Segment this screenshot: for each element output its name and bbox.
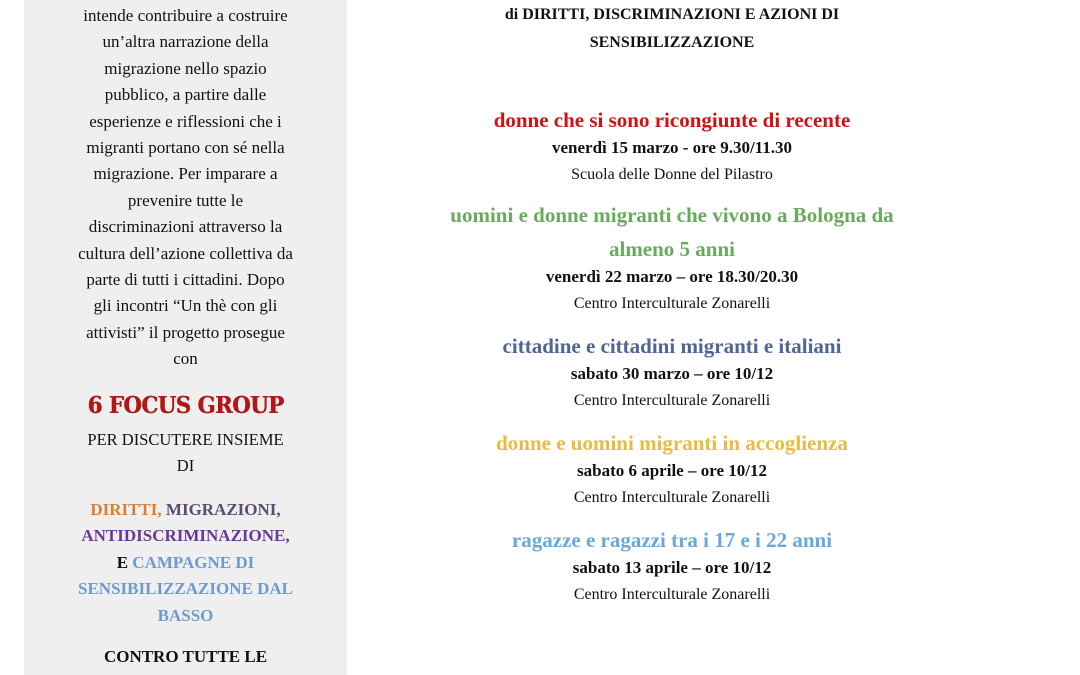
theme-antidiscriminazione: ANTIDISCRIMINAZIONE, (81, 526, 290, 546)
intro-line: migranti portano con sé nella (86, 138, 285, 158)
event-location: Centro Interculturale Zonarelli (573, 489, 771, 506)
contro-heading: CONTRO TUTTE LE (103, 647, 268, 667)
intro-line: attivisti” il progetto prosegue (86, 322, 285, 342)
intro-line: cultura dell’azione collettiva da (78, 243, 293, 263)
subtitle-line: SENSIBILIZZAZIONE (589, 34, 755, 51)
event-title-line: uomini e donne migranti che vivono a Bologna da (450, 203, 894, 227)
event-datetime: sabato 30 marzo – ore 10/12 (570, 364, 774, 383)
theme-campagne: CAMPAGNE DI (132, 552, 255, 572)
event-title-line: almeno 5 anni (608, 237, 736, 261)
intro-line: intende contribuire a costruire (83, 6, 288, 25)
intro-line: discriminazioni attraverso la (88, 217, 283, 237)
theme-conjunction: E (116, 552, 129, 572)
event-title: ragazze e ragazzi tra i 17 e i 22 anni (511, 528, 833, 552)
theme-diritti: DIRITTI, (90, 499, 162, 519)
theme-basso: BASSO (157, 605, 214, 625)
event-location: Centro Interculturale Zonarelli (573, 295, 771, 312)
event-title (380, 198, 964, 266)
event-item (380, 198, 964, 317)
discuss-line: DI (176, 455, 195, 475)
event-item (380, 426, 964, 511)
event-datetime: sabato 6 aprile – ore 10/12 (577, 461, 767, 480)
event-title: cittadine e cittadini migranti e italiani (502, 334, 842, 358)
intro-line: migrazione nello spazio (104, 58, 267, 78)
intro-line: esperienze e riflessioni che i (89, 111, 282, 131)
event-datetime: venerdì 15 marzo - ore 9.30/11.30 (551, 138, 792, 157)
subtitle-line: di DIRITTI, DISCRIMINAZIONI E AZIONI DI (504, 6, 840, 23)
intro-paragraph (55, 3, 317, 373)
event-item (380, 329, 964, 414)
event-location: Centro Interculturale Zonarelli (573, 586, 771, 603)
intro-line: migrazione. Per imparare a (93, 164, 278, 184)
event-location: Centro Interculturale Zonarelli (573, 392, 771, 409)
event-item (380, 523, 964, 608)
intro-line: con (173, 349, 198, 369)
themes-list (51, 497, 321, 630)
discuss-text (55, 427, 317, 479)
intro-line: gli incontri “Un thè con gli (93, 296, 278, 316)
event-title: donne che si sono ricongiunte di recente (493, 108, 851, 132)
side-panel (24, 0, 347, 675)
intro-line: parte di tutti i cittadini. Dopo (86, 270, 285, 290)
main-content (380, 0, 964, 608)
event-datetime: sabato 13 aprile – ore 10/12 (572, 558, 772, 577)
focus-group-title: 6 FOCUS GROUP (87, 391, 284, 419)
event-datetime: venerdì 22 marzo – ore 18.30/20.30 (545, 267, 799, 286)
intro-line: pubblico, a partire dalle (104, 85, 267, 105)
theme-sensibilizzazione: SENSIBILIZZAZIONE DAL (78, 579, 293, 599)
intro-line: prevenire tutte le (127, 190, 244, 210)
page-subtitle (380, 1, 964, 57)
event-location: Scuola delle Donne del Pilastro (571, 166, 773, 183)
event-title: donne e uomini migranti in accoglienza (496, 431, 848, 455)
theme-migrazioni: MIGRAZIONI, (165, 499, 281, 519)
event-item (380, 103, 964, 188)
discuss-line: PER DISCUTERE INSIEME (87, 429, 284, 449)
intro-line: un’altra narrazione della (102, 32, 269, 52)
